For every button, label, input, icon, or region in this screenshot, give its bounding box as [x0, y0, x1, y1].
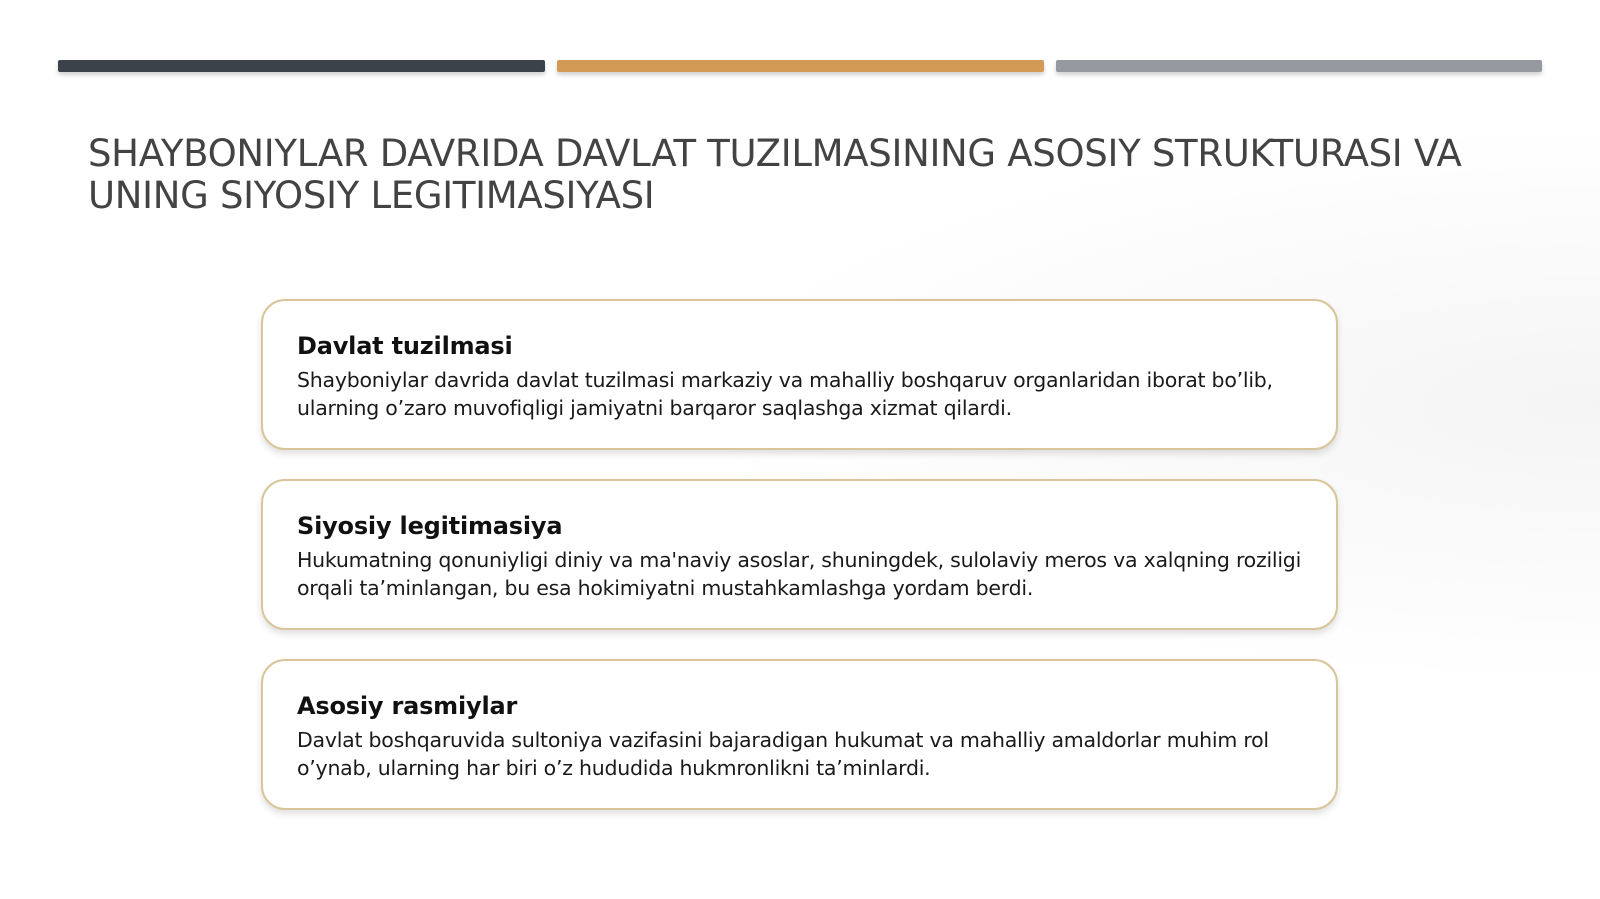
card-heading: Siyosiy legitimasiya	[297, 512, 563, 540]
card-siyosiy-legitimasiya	[261, 479, 1338, 630]
accent-bar-gray	[1056, 60, 1542, 72]
card-heading: Asosiy rasmiylar	[297, 692, 518, 720]
card-asosiy-rasmiylar	[261, 659, 1338, 810]
accent-bar-orange	[557, 60, 1044, 72]
slide-title: SHAYBONIYLAR DAVRIDA DAVLAT TUZILMASINING ASOSIY STRUKTURASI VA UNING SIYOSIY LEGITIMASIYASI	[88, 132, 1462, 217]
card-text: Hukumatning qonuniyligi diniy va ma'naviy asoslar, shuningdek, sulolaviy meros va xalqning roziligi orqali ta’minlangan, bu esa hokimiyatni mustahkamlashga yordam berdi.	[297, 548, 1302, 600]
card-text: Shayboniylar davrida davlat tuzilmasi markaziy va mahalliy boshqaruv organlaridan iborat bo’lib, ularning o’zaro muvofiqligi jamiyatni barqaror saqlashga xizmat qilardi.	[297, 368, 1273, 420]
card-text: Davlat boshqaruvida sultoniya vazifasini bajaradigan hukumat va mahalliy amaldorlar muhim rol o’ynab, ularning har biri o’z hududida hukmronlikni ta’minlardi.	[297, 728, 1269, 780]
card-davlat-tuzilmasi	[261, 299, 1338, 450]
card-heading: Davlat tuzilmasi	[297, 332, 513, 360]
accent-bar-dark	[58, 60, 545, 72]
